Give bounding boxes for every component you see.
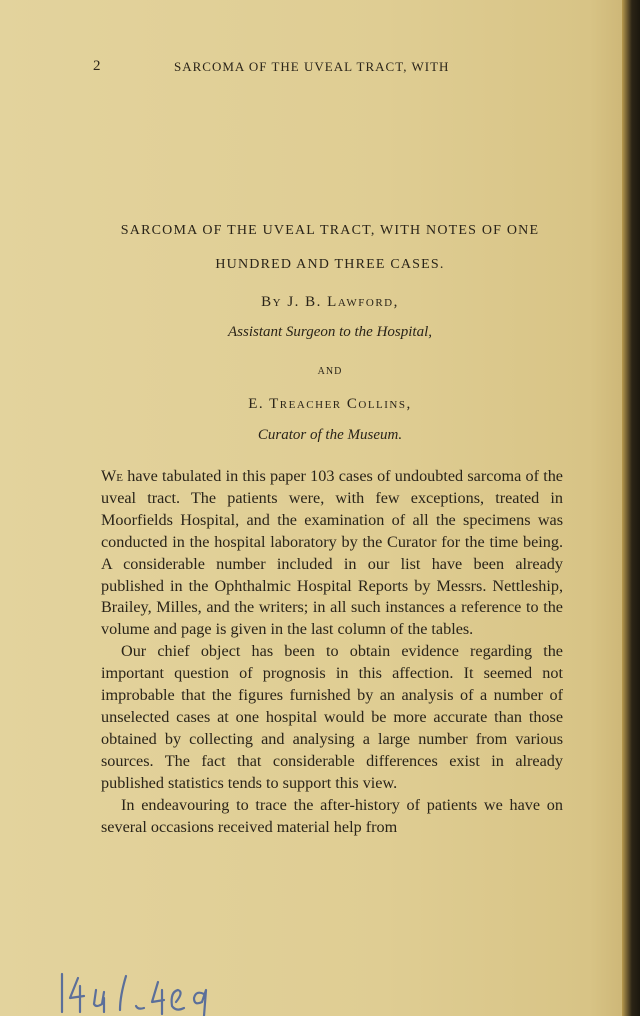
handwritten-shelfmark xyxy=(58,966,248,1016)
author2-name: E. Treacher Collins, xyxy=(248,396,412,412)
page-number: 2 xyxy=(93,58,102,74)
author1-affiliation: Assistant Surgeon to the Hospital, xyxy=(227,324,433,340)
author-byline: By J. B. Lawford, xyxy=(261,294,399,310)
author2-affiliation: Curator of the Museum. xyxy=(257,427,403,443)
page-edge-shadow xyxy=(622,0,640,1016)
running-head xyxy=(0,58,640,78)
body-text xyxy=(101,466,563,838)
paragraph-lead: We xyxy=(101,467,123,485)
paragraph-1-text: have tabulated in this paper 103 cases of undoubted sarcoma of the uveal tract. The patients were, with few exceptions, treated in Moorfields Hospital, and the examination of all the specimens was conducted in the hospital laboratory by the Curator for the time being. A considerable number included in our list have been already published in the Ophthalmic Hospital Reports by Messrs. Nettleship, Brailey, Milles, and the writers; in all such instances a reference to the volume and page is given in the last column of the tables. xyxy=(101,467,563,639)
paragraph-3: In endeavouring to trace the after-history of patients we have on several occasions received material help from xyxy=(101,795,563,836)
running-title: SARCOMA OF THE UVEAL TRACT, WITH xyxy=(174,59,450,74)
article-title xyxy=(60,214,600,282)
title-line-1: SARCOMA OF THE UVEAL TRACT, WITH NOTES OF ONE xyxy=(120,223,540,238)
paragraph-2: Our chief object has been to obtain evidence regarding the important question of prognosis in this affection. It seemed not improbable that the figures furnished by an analysis of a number of unselected cases at one hospital would be more accurate than those obtained by collecting and analysing a large number from various sources. The fact that considerable differences exist in already published statistics tends to support this view. xyxy=(101,642,563,792)
and-separator: AND xyxy=(317,366,343,377)
paragraph-1 xyxy=(101,466,563,641)
title-line-2: HUNDRED AND THREE CASES. xyxy=(215,257,445,272)
